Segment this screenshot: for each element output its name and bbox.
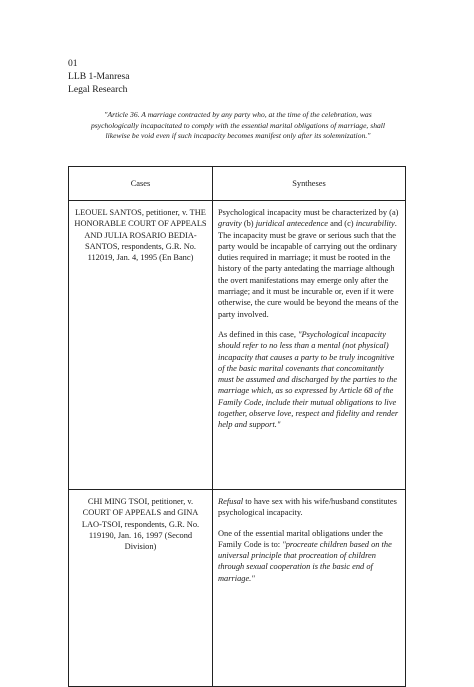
emphasis-juridical-antecedence: juridical antecedence	[255, 219, 329, 229]
synthesis-paragraph	[218, 496, 400, 519]
emphasis-gravity: gravity	[218, 219, 242, 229]
article-quote: "Article 36. A marriage contracted by any party who, at the time of the celebration, was psychologically incapacitated to comply with the essential marital obligations of marriage, shall likewise be void even if such incapacity becomes manifest only after its solemnization."	[90, 110, 386, 141]
table-row	[69, 490, 406, 687]
cases-table	[68, 166, 406, 687]
table-header-row	[69, 167, 406, 201]
synthesis-cell	[213, 201, 406, 490]
column-header-cases: Cases	[69, 167, 213, 201]
table-row	[69, 201, 406, 490]
synthesis-text: (b)	[241, 219, 256, 229]
synthesis-paragraph	[218, 329, 400, 431]
quoted-definition: "Psychological incapacity should refer to no less than a mental (not physical) incapacity that causes a party to be truly incognitive of the basic marital covenants that concomitantly must be assumed and discharged by the parties to the marriage which, as so expressed by Article 68 of the Family Code, include their mutual obligations to live together, observe love, respect and fidelity and render help and support."	[218, 329, 399, 430]
synthesis-text: Psychological incapacity must be characterized by (a)	[218, 208, 399, 217]
emphasis-incurability: incurability	[355, 219, 395, 229]
emphasis-refusal: Refusal	[218, 497, 244, 506]
header-line-subject: Legal Research	[68, 84, 128, 96]
case-cell: CHI MING TSOI, petitioner, v. COURT OF APPEALS and GINA LAO-TSOI, respondents, G.R. No. 119190, Jan. 16, 1997 (Second Division)	[69, 490, 213, 687]
case-cell: LEOUEL SANTOS, petitioner, v. THE HONORABLE COURT OF APPEALS AND JULIA ROSARIO BEDIA-SANTOS, respondents, G.R. No. 112019, Jan. 4, 1995 (En Banc)	[69, 201, 213, 490]
synthesis-text: . The incapacity must be grave or serious such that the party would be incapable of carrying out the ordinary duties required in marriage; it must be rooted in the history of the party antedating the marriage although the overt manifestations may emerge only after the marriage; and it must be incurable or, even if it were otherwise, the cure would be beyond the means of the party involved.	[218, 219, 399, 319]
synthesis-paragraph	[218, 528, 400, 584]
synthesis-cell	[213, 490, 406, 687]
synthesis-text: to have sex with his wife/husband constitutes psychological incapacity.	[218, 497, 397, 518]
synthesis-text: and (c)	[328, 219, 356, 229]
document-header	[68, 57, 130, 97]
header-line-number: 01	[68, 58, 78, 69]
column-header-syntheses: Syntheses	[213, 167, 406, 201]
quoted-obligation: "procreate children based on the universal principle that procreation of children through sexual cooperation is the basic end of marriage."	[218, 539, 392, 583]
synthesis-text: One of the essential marital obligations under the Family Code is to:	[218, 528, 383, 549]
header-line-section: LLB 1-Manresa	[68, 71, 130, 83]
synthesis-text: As defined in this case,	[218, 329, 299, 339]
synthesis-paragraph	[218, 207, 400, 320]
